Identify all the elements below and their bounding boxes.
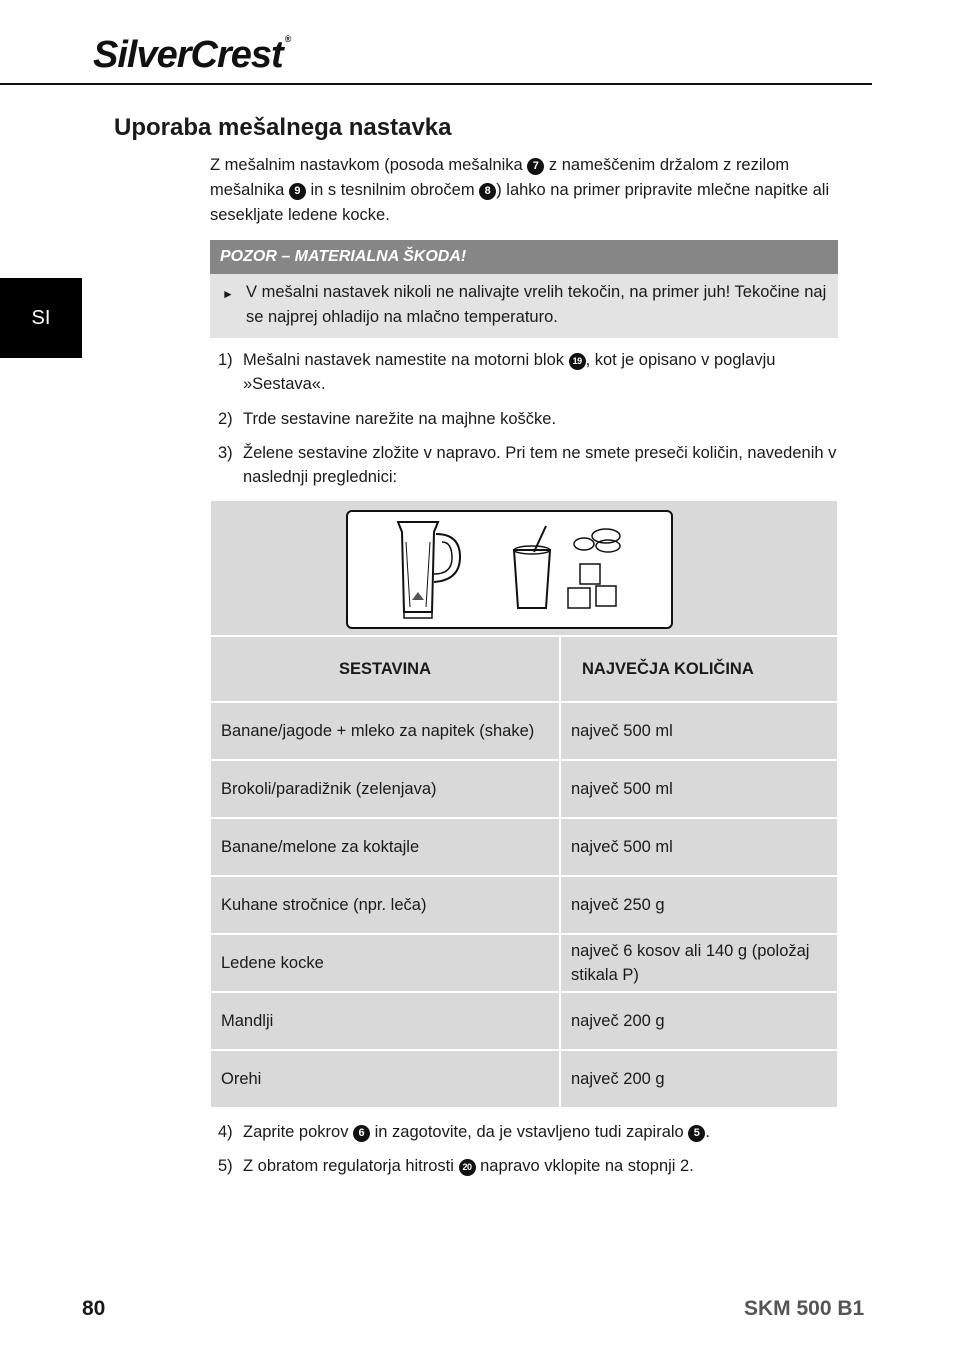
ref-number: 9	[289, 183, 306, 200]
table-cell: največ 500 ml	[561, 703, 837, 759]
warning-text: V mešalni nastavek nikoli ne nalivajte vrelih tekočin, na primer juh! Tekočine naj se najprej ohladijo na mlačno temperaturo.	[246, 283, 827, 326]
table-cell: največ 500 ml	[561, 761, 837, 817]
table-cell: Banane/jagode + mleko za napitek (shake)	[211, 703, 559, 759]
section-title: Uporaba mešalnega nastavka	[114, 114, 452, 141]
intro-paragraph: Z mešalnim nastavkom (posoda mešalnika 7 z nameščenim držalom z rezilom mešalnika 9 in s tesnilnim obročem 8 ) lahko na primer pripravite mlečne napitke ali sesekljate ledene kocke.	[210, 156, 830, 224]
ref-number: 6	[353, 1125, 370, 1142]
table-header-quantity: NAJVEČJA KOLIČINA	[561, 637, 837, 701]
brand-logo: SilverCrest ®	[93, 34, 291, 76]
table-cell: Kuhane stročnice (npr. leča)	[211, 877, 559, 933]
warning-heading: POZOR – MATERIALNA ŠKODA!	[210, 240, 838, 274]
blender-ingredients-icon	[348, 512, 671, 627]
page-number: 80	[82, 1297, 106, 1320]
ref-number: 8	[479, 183, 496, 200]
model-number: SKM 500 B1	[744, 1297, 865, 1320]
table-cell: največ 250 g	[561, 877, 837, 933]
bullet-arrow-icon: ►	[222, 287, 234, 301]
table-cell: največ 6 kosov ali 140 g (položaj stikala P)	[561, 935, 837, 991]
language-tab: SI	[0, 278, 82, 358]
warning-box	[210, 274, 838, 338]
header-rule	[0, 83, 872, 85]
table-cell: Ledene kocke	[211, 935, 559, 991]
ref-number: 20	[459, 1159, 476, 1176]
ref-number: 7	[527, 158, 544, 175]
ingredients-illustration	[346, 510, 673, 629]
ref-number: 5	[688, 1125, 705, 1142]
table-cell: Orehi	[211, 1051, 559, 1107]
ref-number: 19	[569, 353, 586, 370]
table-header-ingredient: SESTAVINA	[211, 637, 559, 701]
table-cell: največ 500 ml	[561, 819, 837, 875]
table-cell: Mandlji	[211, 993, 559, 1049]
table-cell: največ 200 g	[561, 1051, 837, 1107]
table-cell: največ 200 g	[561, 993, 837, 1049]
table-illustration-row	[211, 501, 837, 635]
table-cell: Banane/melone za koktajle	[211, 819, 559, 875]
table-cell: Brokoli/paradižnik (zelenjava)	[211, 761, 559, 817]
